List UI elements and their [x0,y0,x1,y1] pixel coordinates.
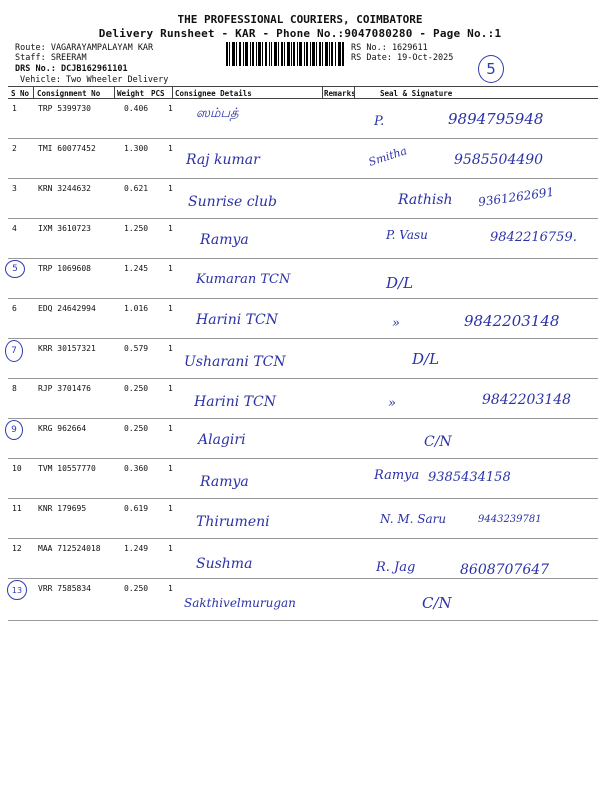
row-phone: 9585504490 [454,152,544,168]
row-signature: » [392,316,400,331]
row-consignment: TRP 1069608 [38,264,91,273]
row-phone: 9842216759. [490,230,577,245]
col-divider [114,86,115,98]
row-weight: 0.406 [124,104,149,113]
table-row [8,298,598,338]
row-signature: Ramya [374,468,420,483]
row-sno: 10 [12,464,22,473]
row-sno: 1 [12,104,17,113]
row-phone: 9385434158 [428,470,511,485]
table-row [8,458,598,498]
row-pcs: 1 [168,384,173,393]
table-row [8,138,598,178]
header-top-rule [8,86,598,87]
row-signature: D/L [386,274,414,292]
row-sno: 13 [7,580,27,600]
row-pcs: 1 [168,304,173,313]
runsheet-subtitle: Delivery Runsheet - KAR - Phone No.:9047080280 - Page No.:1 [98,27,502,40]
table-row [8,218,598,258]
row-sno: 2 [12,144,17,153]
row-signature: P. Vasu [386,228,428,242]
col-weight: Weight [117,89,145,98]
staff-label: Staff: SREERAM [15,53,87,63]
row-consignee: Sakthivelmurugan [184,596,296,610]
row-phone: 9894795948 [448,110,544,128]
table-row [8,378,598,418]
row-consignment: TRP 5399730 [38,104,91,113]
row-consignment: KRG 962664 [38,424,87,433]
table-row [8,538,598,578]
row-weight: 1.016 [124,304,149,313]
col-divider [172,86,173,98]
rs-date: RS Date: 19-Oct-2025 [351,53,454,63]
row-pcs: 1 [168,264,173,273]
row-consignment: TVM 10557770 [38,464,96,473]
row-consignee: Ramya [200,474,249,490]
row-consignment: RJP 3701476 [38,384,91,393]
row-consignee: Harini TCN [196,312,278,328]
row-phone: 9361262691 [477,184,555,210]
row-pcs: 1 [168,544,173,553]
company-title: THE PROFESSIONAL COURIERS, COIMBATORE [177,13,423,26]
row-sno: 4 [12,224,17,233]
col-consignee: Consignee Details [175,89,252,98]
row-signature: C/N [422,594,452,612]
row-consignment: EDQ 24642994 [38,304,96,313]
table-row [8,178,598,218]
table-row [8,578,598,618]
drs-label: DRS No.: DCJB162961101 [15,64,128,74]
row-signature: Smitha [366,144,409,169]
col-sno: S No [11,89,30,98]
row-consignee: Raj kumar [186,152,260,168]
row-weight: 0.250 [124,384,149,393]
row-sno: 6 [12,304,17,313]
row-signature: Rathish [398,192,453,208]
row-pcs: 1 [168,144,173,153]
row-sno: 8 [12,384,17,393]
row-phone: 9443239781 [478,514,542,525]
row-signature: » [388,396,396,411]
row-sno: 11 [12,504,22,513]
row-consignment: KRN 3244632 [38,184,91,193]
col-seal-signature: Seal & Signature [380,89,453,98]
table-bottom-rule [8,620,598,621]
row-pcs: 1 [168,224,173,233]
row-weight: 1.245 [124,264,149,273]
row-sno: 5 [5,260,25,278]
table-row [8,338,598,378]
row-consignee: ஸம்பத் [196,106,239,121]
row-phone: 9842203148 [482,392,572,408]
row-consignment: IXM 3610723 [38,224,91,233]
row-weight: 0.250 [124,424,149,433]
route-label: Route: VAGARAYAMPALAYAM KAR [15,43,154,53]
col-consignment: Consignment No [37,89,101,98]
row-pcs: 1 [168,504,173,513]
row-pcs: 1 [168,104,173,113]
row-consignee: Sunrise club [188,194,278,210]
row-consignment: KRR 30157321 [38,344,96,353]
rs-number: RS No.: 1629611 [351,43,428,53]
col-divider [322,86,323,98]
row-pcs: 1 [168,584,173,593]
page-mark: 5 [478,55,504,83]
row-pcs: 1 [168,464,173,473]
row-signature: P. [374,114,385,129]
row-sno: 3 [12,184,17,193]
row-weight: 0.619 [124,504,149,513]
row-phone: 9842203148 [464,312,560,330]
row-consignment: KNR 179695 [38,504,87,513]
row-consignment: TMI 60077452 [38,144,96,153]
row-pcs: 1 [168,184,173,193]
table-row [8,258,598,298]
row-pcs: 1 [168,344,173,353]
row-consignee: Kumaran TCN [196,272,291,287]
row-consignee: Harini TCN [194,394,276,410]
row-signature: N. M. Saru [380,512,447,526]
row-weight: 1.300 [124,144,149,153]
row-weight: 0.579 [124,344,149,353]
row-consignee: Alagiri [198,432,246,448]
row-consignee: Sushma [196,556,253,572]
row-weight: 0.621 [124,184,149,193]
table-row [8,418,598,458]
row-signature: R. Jag [376,560,416,575]
row-weight: 0.360 [124,464,149,473]
row-pcs: 1 [168,424,173,433]
barcode [226,42,344,66]
row-phone: 8608707647 [460,562,550,578]
col-divider [354,86,355,98]
row-weight: 1.249 [124,544,149,553]
row-weight: 1.250 [124,224,149,233]
row-signature: D/L [412,350,440,368]
col-remarks: Remarks [324,89,356,98]
col-pcs: PCS [151,89,165,98]
row-consignment: MAA 712524018 [38,544,101,553]
table-row [8,498,598,538]
col-divider [33,86,34,98]
row-consignment: VRR 7585834 [38,584,91,593]
row-consignee: Ramya [200,232,249,248]
row-sno: 9 [5,420,23,440]
vehicle-label: Vehicle: Two Wheeler Delivery [20,75,169,85]
table-row [8,98,598,138]
row-consignee: Usharani TCN [184,354,286,370]
row-sno: 12 [12,544,22,553]
row-sno: 7 [5,340,23,362]
row-signature: C/N [424,434,452,450]
row-consignee: Thirumeni [196,514,270,530]
row-weight: 0.250 [124,584,149,593]
